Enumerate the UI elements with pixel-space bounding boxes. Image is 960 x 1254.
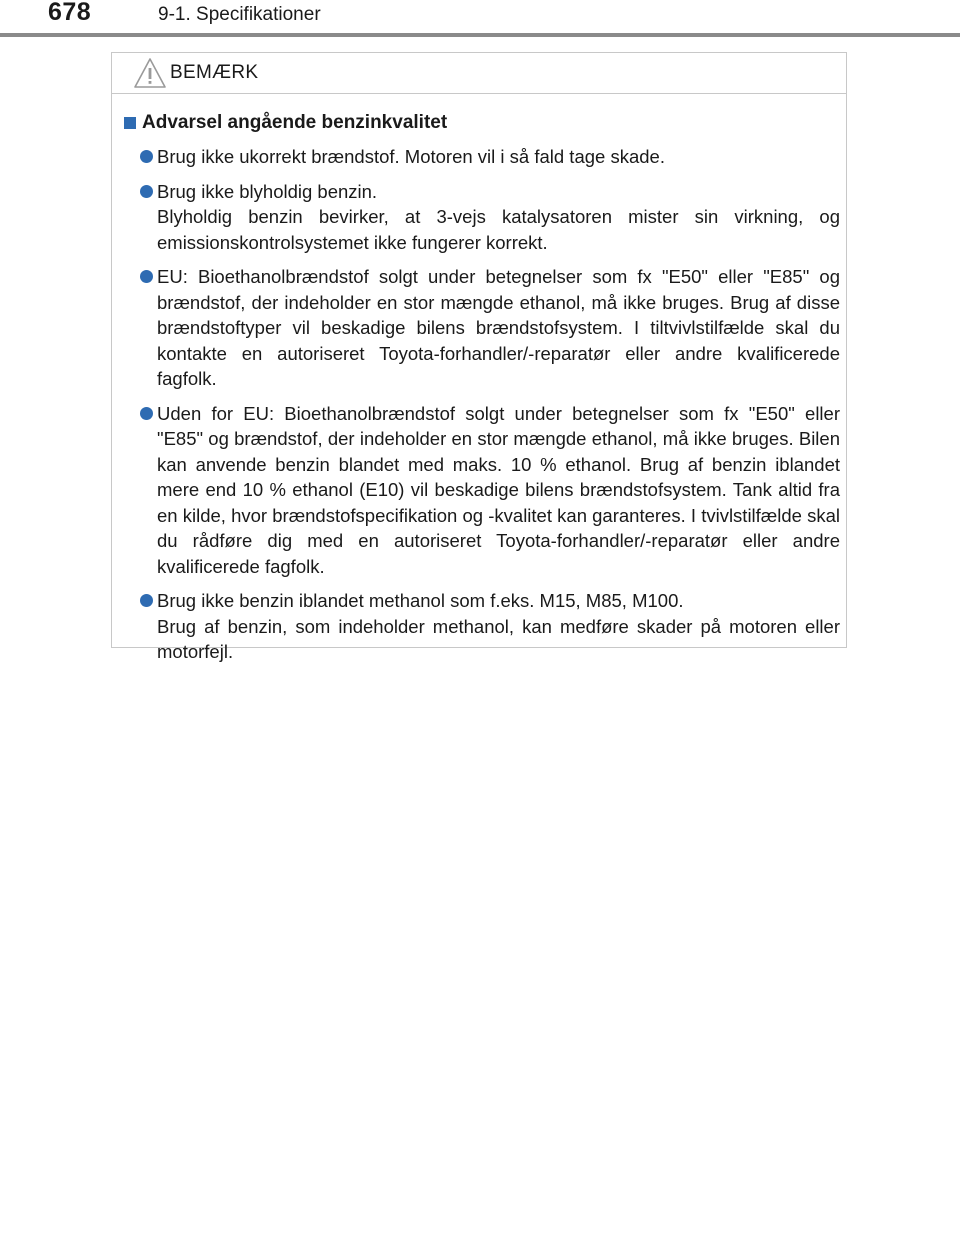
notice-label: BEMÆRK — [170, 62, 259, 83]
bullet-dot-icon — [140, 150, 153, 163]
section-title: 9-1. Specifikationer — [158, 4, 321, 25]
square-bullet-icon — [124, 117, 136, 129]
list-item-text: Brug ikke benzin iblandet methanol som f.eks. M15, M85, M100. — [157, 590, 684, 611]
list-item — [124, 401, 840, 580]
list-item — [124, 179, 840, 256]
bullet-dot-icon — [140, 185, 153, 198]
bullet-dot-icon — [140, 270, 153, 283]
notice-heading — [124, 110, 840, 136]
list-item — [124, 264, 840, 392]
list-item — [124, 588, 840, 665]
list-item-text: Brug af benzin, som indeholder methanol, kan medføre skader på motoren eller motorfejl. — [157, 615, 840, 662]
list-item — [124, 144, 840, 170]
bullet-dot-icon — [140, 594, 153, 607]
list-item-text: Blyholdig benzin bevirker, at 3-vejs katalysatoren mister sin virkning, og emissionskontrolsystemet ikke fungerer korrekt. — [157, 206, 840, 253]
warning-triangle-icon — [133, 57, 167, 89]
notice-heading-text: Advarsel angående benzinkvalitet — [142, 112, 448, 133]
list-item-text: Uden for EU: Bioethanolbrændstof solgt under betegnelser som fx "E50" eller "E85" og brændstof, der indeholder en stor mængde ethanol, må ikke bruges. Bilen kan anvende benzin blandet med maks. 10 % ethanol. Brug af benzin iblandet mere end 10 % ethanol (E10) vil beskadige bilens brændstofsystem. Tank altid fra en kilde, hvor brændstofspecifikation og -kvalitet kan garanteres. I tvivlstilfælde skal du rådføre dig med en autoriseret Toyota-forhandler/-reparatør eller andre kvalificerede fagfolk. — [157, 402, 840, 577]
list-item-text: Brug ikke blyholdig benzin. — [157, 180, 378, 202]
notice-box — [111, 52, 847, 662]
list-item-text: EU: Bioethanolbrændstof solgt under betegnelser som fx "E50" eller "E85" og brændstof, der indeholder en stor mængde ethanol, må ikke bruges. Brug af disse brændstoftyper vil beskadige bilens brændstofsystem. I tiltvivlstilfælde skal du kontakte en autoriseret Toyota-forhandler/-reparatør eller andre kvalificerede fagfolk. — [157, 266, 840, 389]
list-item-text: Brug ikke ukorrekt brændstof. Motoren vil i så fald tage skade. — [157, 146, 665, 167]
bullet-dot-icon — [140, 407, 153, 420]
notice-header — [112, 53, 846, 94]
notice-content — [124, 110, 840, 674]
header-rule — [0, 33, 960, 37]
page-number: 678 — [48, 0, 92, 26]
